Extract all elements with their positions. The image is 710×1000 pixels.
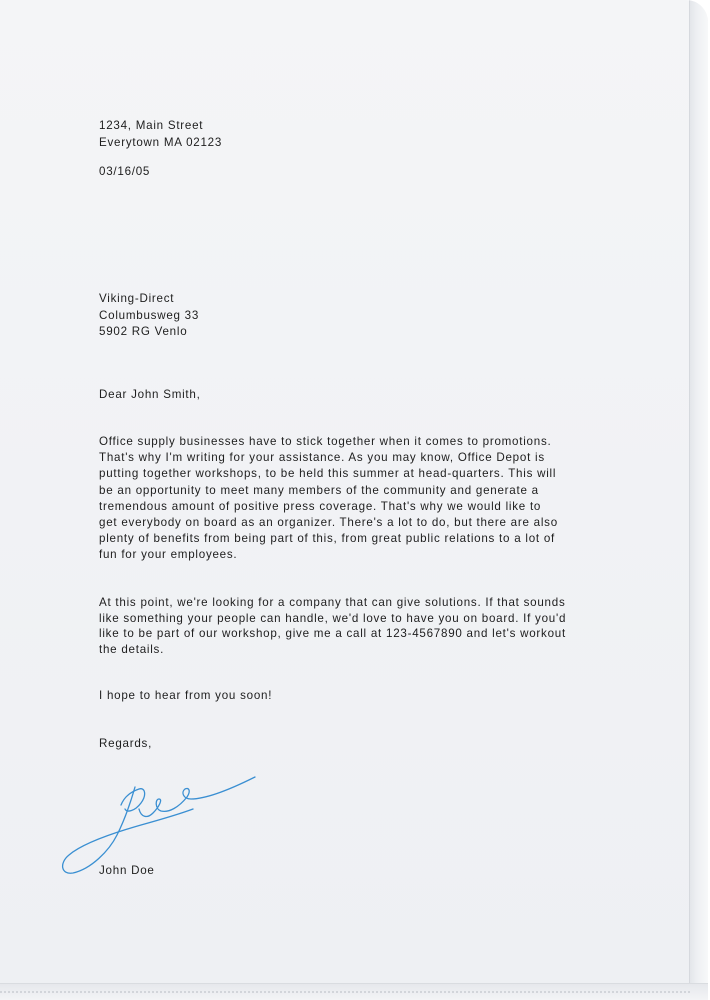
body-paragraph-1 [99,434,558,564]
paragraph-line: plenty of benefits from being part of this, from great public relations to a lot of [99,532,556,546]
paragraph-line: fun for your employees. [99,548,238,562]
body-paragraph-2 [99,595,566,658]
recipient-city: 5902 RG Venlo [99,325,188,338]
paragraph-line: At this point, we're looking for a company that can give solutions. If that sounds [99,596,566,609]
handwritten-signature [55,765,265,890]
paragraph-line: get everybody on board as an organizer. There's a lot to do, but there are also [99,516,558,530]
closing-sentence [99,688,272,704]
salutation-text: Dear John Smith, [99,388,201,401]
regards-text: Regards, [99,737,153,750]
sleeve-right-edge [689,0,708,1000]
sender-street: 1234, Main Street [99,119,204,132]
sender-address [99,118,222,151]
paragraph-line: That's why I'm writing for your assistance. As you may know, Office Depot is [99,451,545,465]
paragraph-line: tremendous amount of positive press coverage. That's why we would like to [99,499,542,513]
date-text: 03/16/05 [99,165,151,178]
letter-date [99,164,150,180]
signer-name-text: John Doe [99,864,155,877]
sender-city: Everytown MA 02123 [99,135,223,149]
recipient-address [99,291,199,341]
complimentary-close [99,736,152,752]
paragraph-line: putting together workshops, to be held this summer at head-quarters. This will [99,467,557,481]
paragraph-line: like to be part of our workshop, give me a call at 123-4567890 and let's workout [99,627,566,641]
recipient-street: Columbusweg 33 [99,308,200,322]
paragraph-line: like something your people can handle, we'd love to have you on board. If you'd [99,611,567,625]
paragraph-line: be an opportunity to meet many members of the community and generate a [99,483,539,497]
recipient-company: Viking-Direct [99,292,175,305]
salutation [99,387,201,403]
signer-name [99,863,155,879]
paragraph-line: the details. [99,643,165,657]
paragraph-line: Office supply businesses have to stick together when it comes to promotions. [99,435,552,448]
closing-sentence-text: I hope to hear from you soon! [99,689,273,702]
